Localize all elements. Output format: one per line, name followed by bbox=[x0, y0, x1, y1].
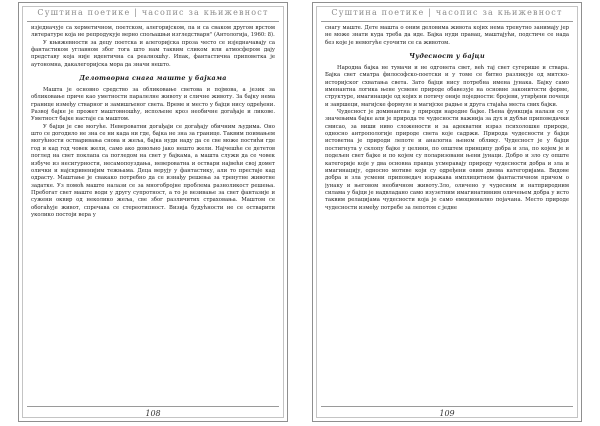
paragraph: Чудесност је доминантна у природи народне бајке. Њена функција налази се у значењима бајке али је природа те чудесности важнија за дух и дубљи приповедачки смисао, за виши ниво сложености и за адекватни израз психолошке природе, односно антропологије природе света које садржи. Природа чудесности у бајци истоветна је природи лепоте и аналогна њеном облику. Чудесност је у бајци постигнута у склопу бајке у целини, по општем принципу добра и зла, по којем је и подељен свет бајке и по којем су поларизовани њени јунаци. Добро и зло су опште категорије које у два основна правца усмеравају природу чудесности добра и зла и имагинацију, односно мотиве који су одређени овим двема категоријама. Видове добра и зла усмени приповедач изражава имплицитном фантастичном причом о јунаку и његовом необичном животу.Зло, оличено у чудесним и натприродним силама у бајци је надвладано само изузетним имагинативним оличењем добра у исто таквим релацијама чудесности која је само емоционално појачана. Место природе чудесности између потребе за лепотом с једне bbox=[325, 109, 569, 211]
page-body bbox=[31, 25, 275, 401]
running-header: Суштина поетике | часопис за књижевност bbox=[331, 8, 563, 17]
header-rule bbox=[27, 21, 279, 22]
left-page bbox=[18, 2, 288, 422]
footer-rule bbox=[321, 406, 573, 407]
section-heading: Чудесност у бајци bbox=[409, 52, 485, 61]
paragraph: Машта је основно средство за обликовање светова и појмова, а језик за обликовање приче као уметности паралелне животу и сличне животу. За бајку нема границе између стварног и замишљеног света. Време и место у бајци нису одређени. Развој бајке је прожет маштовношћу, испољене кроз необичне догађаје и ликове. Уметност бајке настаје са маштом. bbox=[31, 87, 275, 123]
paragraph: У књижевности за децу поетска и алегоријска проза често се изједначавају са фантастиком углавном због тога што нам таквим сликом или атмосфером дају представу која није идентична са реалношћу. Ипак, фантастична приповетка је аутономна, дакалегоријска мора да значи нешто. bbox=[31, 39, 275, 68]
paragraph: У бајци је све могуће. Невероватни догађаји се догађају обичним људима. Оно што се догодило не зна се ни када ни где, бајка не зна за границе. Таквим поимањем могућности остваривања снова и жеља, бајка нуди наду да се све може постићи где год и кад год човек жели, само ако довољно јако нешто жели. Најчешће се дететов поглед на свет поклапа са погледом на свет у бајкама, а машта служи да се човек избуче из несигурности, несамопоуздања, невероватна и оствари највећи свој домет олички и најскривенијим тежњама. Деца верују у фантастику, али то престаје кад одрасту. Маштање је свакако потребно да се изнађу решења за тренутне животне задатке. Уз помоћ маште налази се за многобројне проблема разноликост решења. Пребогат свет маште води у другу супротност, а то је везивање за свет фантазије и сужени оквир од неколико жеља, све због различитих страховања. Маштом се обогаћује живот, спречава се стереотипност. Визија будућности не се остварити уколико постоји вера у bbox=[31, 123, 275, 218]
section-heading: Делотворна снага маште у бајкама bbox=[79, 74, 227, 83]
paragraph: Народна бајка не тумачи и не одгонета свет, већ тај свет сугерише и ствара. Бајка свет смaтра философско-поетски и у томе се битно разликује од митско-историјског схватања света. Зато бајци нису потребна имена јунака. Бајку само именантна логика њене усмене природе обавезује на основне законитости форме, структуре, имагинације од којих и потичу оније поједности: бројеви, утврђени почеци и завршеци, магијске формуле и магијске радње и друга стајаћа места свих бајки. bbox=[325, 65, 569, 108]
header-rule bbox=[321, 21, 573, 22]
page-body bbox=[325, 25, 569, 401]
paragraph: изједначује са херметичном, поетском, алегоријском, па и са сваком другом врстом литературе која не репродукује верно спољашњи изгледстварн" (Антологија, 1960: 8). bbox=[31, 25, 275, 39]
running-header: Суштина поетике | часопис за књижевност bbox=[37, 8, 269, 17]
footer-rule bbox=[27, 406, 279, 407]
page-number: 109 bbox=[439, 409, 455, 418]
paragraph: снагу маште. Дете машта о оним деловима живота којих нема тренутно занимају јер не може знати куда треба да иде. Бајка нуди правац, маштајући, подстиче се нада без које је немогуће суочити се са животом. bbox=[325, 25, 569, 46]
page-number: 108 bbox=[145, 409, 161, 418]
right-page bbox=[312, 2, 582, 422]
